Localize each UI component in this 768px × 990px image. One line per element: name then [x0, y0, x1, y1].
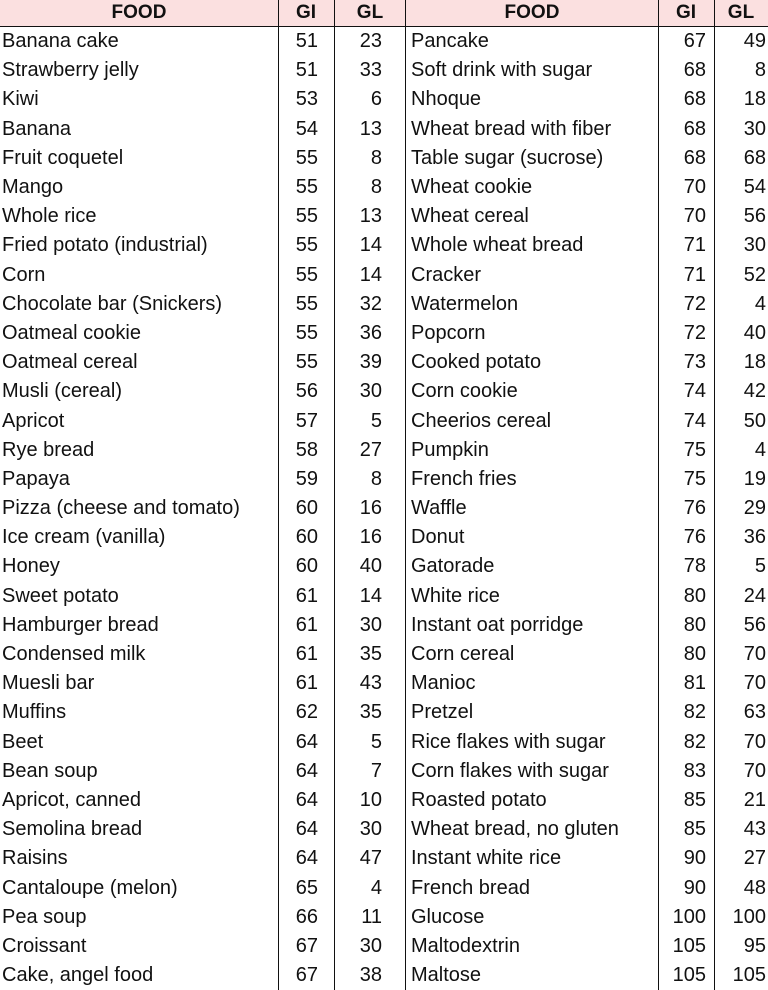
gl-cell: 30	[359, 934, 382, 957]
food-cell: Waffle	[411, 497, 467, 520]
food-cell: Pizza (cheese and tomato)	[2, 497, 240, 520]
gi-cell: 61	[295, 584, 318, 607]
table-row	[0, 348, 406, 377]
food-cell: Whole wheat bread	[411, 234, 584, 257]
food-cell: Donut	[411, 526, 465, 549]
food-cell: Chocolate bar (Snickers)	[2, 292, 223, 315]
gi-cell: 85	[683, 788, 706, 811]
gi-cell: 51	[295, 30, 318, 53]
gl-cell: 10	[359, 788, 382, 811]
gi-cell: 58	[295, 438, 318, 461]
gl-cell: 5	[370, 409, 382, 432]
gl-cell: 5	[754, 555, 766, 578]
gl-cell: 56	[743, 205, 766, 228]
food-cell: Cheerios cereal	[411, 409, 552, 432]
table-row	[0, 903, 406, 932]
food-cell: Manioc	[411, 672, 476, 695]
table-row	[0, 961, 406, 990]
gl-cell: 68	[743, 146, 766, 169]
gi-cell: 82	[683, 701, 706, 724]
gi-cell: 68	[683, 59, 706, 82]
gl-cell: 70	[743, 643, 766, 666]
gi-cell: 82	[683, 730, 706, 753]
gi-cell: 60	[295, 497, 318, 520]
table-row	[0, 757, 406, 786]
gi-cell: 74	[683, 409, 706, 432]
header-gl: GL	[356, 2, 384, 23]
gi-cell: 70	[683, 176, 706, 199]
food-cell: Papaya	[2, 467, 70, 490]
table-row	[0, 406, 406, 435]
gi-cell: 71	[683, 263, 706, 286]
gi-cell: 68	[683, 146, 706, 169]
left-rows	[0, 27, 406, 990]
gi-cell: 64	[295, 847, 318, 870]
column-divider	[405, 0, 406, 990]
gl-cell: 21	[743, 788, 766, 811]
gl-cell: 43	[359, 672, 382, 695]
gi-cell: 70	[683, 205, 706, 228]
gi-cell: 55	[295, 146, 318, 169]
gl-cell: 100	[732, 905, 766, 928]
gi-cell: 64	[295, 730, 318, 753]
gl-cell: 48	[743, 876, 766, 899]
gl-cell: 30	[359, 818, 382, 841]
gl-cell: 8	[754, 59, 766, 82]
gi-cell: 55	[295, 205, 318, 228]
gl-cell: 13	[359, 117, 382, 140]
food-cell: Corn	[2, 263, 46, 286]
food-cell: Cake, angel food	[2, 964, 154, 987]
gl-cell: 8	[370, 146, 382, 169]
gi-cell: 55	[295, 292, 318, 315]
gl-cell: 35	[359, 701, 382, 724]
gi-cell: 60	[295, 555, 318, 578]
food-cell: Cracker	[411, 263, 482, 286]
gi-cell: 64	[295, 788, 318, 811]
table-row	[0, 640, 406, 669]
table-row	[0, 552, 406, 581]
food-cell: Muffins	[2, 701, 67, 724]
table-row	[0, 582, 406, 611]
gl-cell: 40	[743, 321, 766, 344]
gl-cell: 47	[359, 847, 382, 870]
food-cell: Honey	[2, 555, 60, 578]
table-row	[0, 27, 406, 56]
gl-cell: 43	[743, 818, 766, 841]
table-row	[0, 844, 406, 873]
food-cell: Pumpkin	[411, 438, 489, 461]
gl-cell: 18	[743, 351, 766, 374]
gl-cell: 70	[743, 759, 766, 782]
gl-cell: 63	[743, 701, 766, 724]
column-divider	[658, 0, 659, 990]
gi-cell: 55	[295, 321, 318, 344]
gl-cell: 30	[359, 380, 382, 403]
food-cell: Watermelon	[411, 292, 519, 315]
column-divider	[714, 0, 715, 990]
gl-cell: 14	[359, 234, 382, 257]
food-cell: French fries	[411, 467, 517, 490]
gl-cell: 4	[370, 876, 382, 899]
gi-cell: 57	[295, 409, 318, 432]
food-cell: Cooked potato	[411, 351, 542, 374]
food-cell: Rye bread	[2, 438, 95, 461]
gi-cell: 64	[295, 818, 318, 841]
gl-cell: 49	[743, 30, 766, 53]
gi-cell: 55	[295, 351, 318, 374]
gi-cell: 83	[683, 759, 706, 782]
food-cell: Table sugar (sucrose)	[411, 146, 604, 169]
gi-cell: 64	[295, 759, 318, 782]
gi-cell: 55	[295, 234, 318, 257]
gl-cell: 33	[359, 59, 382, 82]
gl-cell: 105	[732, 964, 766, 987]
gl-cell: 8	[370, 467, 382, 490]
gi-cell: 72	[683, 321, 706, 344]
food-cell: Nhoque	[411, 88, 482, 111]
gi-cell: 81	[683, 672, 706, 695]
gl-cell: 5	[370, 730, 382, 753]
header-food: FOOD	[504, 2, 560, 23]
table-row	[0, 85, 406, 114]
gl-cell: 8	[370, 176, 382, 199]
gl-cell: 32	[359, 292, 382, 315]
gl-cell: 16	[359, 497, 382, 520]
food-cell: Croissant	[2, 934, 87, 957]
food-cell: Kiwi	[2, 88, 39, 111]
food-cell: White rice	[411, 584, 500, 607]
food-cell: Popcorn	[411, 321, 486, 344]
gi-cell: 60	[295, 526, 318, 549]
gi-cell: 59	[295, 467, 318, 490]
food-cell: Maltose	[411, 964, 482, 987]
gl-cell: 6	[370, 88, 382, 111]
gi-cell: 105	[672, 934, 706, 957]
gl-cell: 7	[370, 759, 382, 782]
table-row	[0, 261, 406, 290]
table-row	[0, 932, 406, 961]
food-cell: Maltodextrin	[411, 934, 520, 957]
gl-cell: 50	[743, 409, 766, 432]
table-row	[0, 115, 406, 144]
gi-cell: 67	[295, 934, 318, 957]
food-cell: Wheat bread, no gluten	[411, 818, 619, 841]
gi-cell: 51	[295, 59, 318, 82]
column-divider	[334, 0, 335, 990]
table-row	[0, 494, 406, 523]
gl-cell: 56	[743, 613, 766, 636]
food-cell: Sweet potato	[2, 584, 119, 607]
food-cell: Beet	[2, 730, 44, 753]
food-cell: Ice cream (vanilla)	[2, 526, 166, 549]
gi-cell: 78	[683, 555, 706, 578]
gi-cell: 80	[683, 584, 706, 607]
gi-cell: 71	[683, 234, 706, 257]
column-divider	[278, 0, 279, 990]
gi-cell: 76	[683, 497, 706, 520]
gi-cell: 90	[683, 847, 706, 870]
table-row	[0, 873, 406, 902]
gi-cell: 80	[683, 613, 706, 636]
table-row	[0, 231, 406, 260]
gl-cell: 27	[743, 847, 766, 870]
table-row	[0, 523, 406, 552]
gi-cell: 61	[295, 672, 318, 695]
food-cell: Strawberry jelly	[2, 59, 139, 82]
gl-cell: 36	[743, 526, 766, 549]
food-cell: Gatorade	[411, 555, 495, 578]
table-row	[0, 144, 406, 173]
gi-cell: 67	[295, 964, 318, 987]
gi-cell: 80	[683, 643, 706, 666]
table-row	[0, 202, 406, 231]
header-row-left	[0, 0, 406, 27]
food-cell: Cantaloupe (melon)	[2, 876, 178, 899]
gl-cell: 42	[743, 380, 766, 403]
food-cell: Whole rice	[2, 205, 97, 228]
food-cell: Fruit coquetel	[2, 146, 124, 169]
food-cell: Oatmeal cereal	[2, 351, 138, 374]
gi-cell: 56	[295, 380, 318, 403]
header-gi: GI	[675, 2, 697, 23]
food-cell: Oatmeal cookie	[2, 321, 141, 344]
gi-cell: 75	[683, 467, 706, 490]
gl-cell: 18	[743, 88, 766, 111]
gl-cell: 14	[359, 263, 382, 286]
gl-cell: 30	[359, 613, 382, 636]
gi-cell: 62	[295, 701, 318, 724]
gi-cell: 100	[672, 905, 706, 928]
gl-cell: 4	[754, 438, 766, 461]
gl-cell: 13	[359, 205, 382, 228]
food-cell: Mango	[2, 176, 64, 199]
gl-cell: 30	[743, 234, 766, 257]
table-row	[0, 319, 406, 348]
food-cell: Bean soup	[2, 759, 98, 782]
gi-cell: 61	[295, 613, 318, 636]
food-cell: Condensed milk	[2, 643, 146, 666]
gl-cell: 54	[743, 176, 766, 199]
gl-cell: 95	[743, 934, 766, 957]
table-row	[0, 786, 406, 815]
food-cell: Fried potato (industrial)	[2, 234, 208, 257]
gl-cell: 30	[743, 117, 766, 140]
food-cell: Pretzel	[411, 701, 474, 724]
gi-cell: 75	[683, 438, 706, 461]
gl-cell: 19	[743, 467, 766, 490]
header-gi: GI	[295, 2, 317, 23]
food-cell: Wheat cookie	[411, 176, 533, 199]
food-cell: Hamburger bread	[2, 613, 159, 636]
food-cell: Semolina bread	[2, 818, 143, 841]
food-cell: Apricot, canned	[2, 788, 141, 811]
gl-cell: 70	[743, 730, 766, 753]
table-row	[0, 698, 406, 727]
gl-cell: 16	[359, 526, 382, 549]
food-cell: Musli (cereal)	[2, 380, 123, 403]
table-row	[0, 465, 406, 494]
gl-cell: 11	[361, 905, 382, 928]
gi-cell: 105	[672, 964, 706, 987]
gi-cell: 68	[683, 117, 706, 140]
gi-cell: 72	[683, 292, 706, 315]
food-cell: Instant white rice	[411, 847, 562, 870]
gl-cell: 38	[359, 964, 382, 987]
table-row	[0, 436, 406, 465]
table-row	[0, 815, 406, 844]
gi-cell: 53	[295, 88, 318, 111]
food-cell: Corn flakes with sugar	[411, 759, 609, 782]
gl-cell: 27	[359, 438, 382, 461]
table-row	[0, 173, 406, 202]
gi-cell: 54	[295, 117, 318, 140]
food-cell: Apricot	[2, 409, 65, 432]
table-row	[0, 56, 406, 85]
gl-cell: 39	[359, 351, 382, 374]
food-cell: Pancake	[411, 30, 489, 53]
gl-cell: 4	[754, 292, 766, 315]
gi-cell: 85	[683, 818, 706, 841]
food-cell: Roasted potato	[411, 788, 547, 811]
table-row	[0, 728, 406, 757]
food-cell: Glucose	[411, 905, 485, 928]
food-cell: Corn cereal	[411, 643, 515, 666]
gl-cell: 70	[743, 672, 766, 695]
gi-cell: 65	[295, 876, 318, 899]
table-row	[0, 290, 406, 319]
food-cell: Rice flakes with sugar	[411, 730, 606, 753]
gi-cell: 76	[683, 526, 706, 549]
gi-cell: 73	[683, 351, 706, 374]
gi-cell: 55	[295, 176, 318, 199]
gi-cell: 90	[683, 876, 706, 899]
gi-cell: 68	[683, 88, 706, 111]
gl-cell: 23	[359, 30, 382, 53]
header-food: FOOD	[111, 2, 167, 23]
food-cell: Wheat cereal	[411, 205, 529, 228]
table-row	[0, 669, 406, 698]
gl-cell: 24	[743, 584, 766, 607]
header-gl: GL	[727, 2, 755, 23]
food-cell: Raisins	[2, 847, 68, 870]
food-cell: Banana	[2, 117, 71, 140]
gl-cell: 35	[359, 643, 382, 666]
gl-cell: 14	[359, 584, 382, 607]
gi-cell: 66	[295, 905, 318, 928]
food-cell: Instant oat porridge	[411, 613, 584, 636]
food-cell: Banana cake	[2, 30, 119, 53]
table-row	[0, 611, 406, 640]
gi-cell: 67	[683, 30, 706, 53]
food-cell: Wheat bread with fiber	[411, 117, 612, 140]
food-cell: Muesli bar	[2, 672, 95, 695]
gl-cell: 40	[359, 555, 382, 578]
food-cell: Pea soup	[2, 905, 87, 928]
gl-cell: 36	[359, 321, 382, 344]
food-cell: Soft drink with sugar	[411, 59, 593, 82]
table-row	[0, 377, 406, 406]
food-cell: French bread	[411, 876, 530, 899]
gi-cell: 55	[295, 263, 318, 286]
gl-cell: 29	[743, 497, 766, 520]
food-cell: Corn cookie	[411, 380, 518, 403]
gl-cell: 52	[743, 263, 766, 286]
gi-cell: 61	[295, 643, 318, 666]
gi-cell: 74	[683, 380, 706, 403]
